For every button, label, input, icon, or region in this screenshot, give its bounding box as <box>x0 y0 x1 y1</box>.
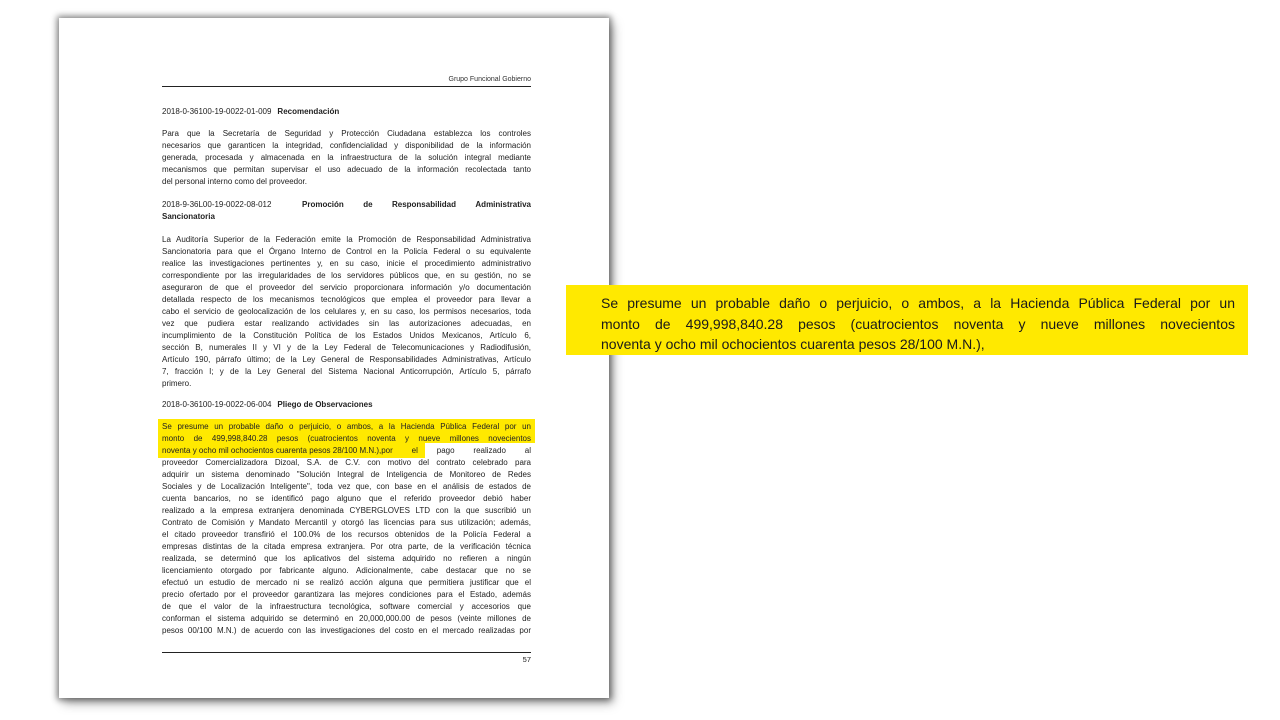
recomendacion-code: 2018-0-36100-19-0022-01-009 <box>162 107 272 116</box>
line-continuation: por el pago realizado al <box>381 446 531 455</box>
promocion-title-word: Responsabilidad <box>391 200 456 209</box>
paragraph-line: de que el valor de la infraestructura tecnológica, software comercial y accesorios que <box>162 602 531 611</box>
pliego-paragraph <box>162 421 531 637</box>
promocion-paragraph <box>162 234 531 390</box>
paragraph-line: generada, procesada y almacenada en la infraestructura de la solución integral mediante <box>162 153 531 162</box>
paragraph-line: el citado proveedor transfirió el 100.0% de los recursos obtenidos de la Policía Federal a <box>162 530 531 539</box>
paragraph-line: adquirir un sistema denominado "Solución Integral de Inteligencia de Monitoreo de Redes <box>162 470 531 479</box>
paragraph-line: pesos 00/100 M.N.) de acuerdo con las investigaciones del costo en el mercado realizadas por <box>162 626 531 635</box>
paragraph-line: realizada, se determinó que los aplicativos del sistema adquirido no refieren a ningún <box>162 554 531 563</box>
paragraph-line: sección B, numerales II y VI y de la Ley Federal de Telecomunicaciones y Radiodifusión, <box>162 343 531 352</box>
paragraph-line: cuenta bancarios, no se identificó pago alguno que el referido proveedor debió haber <box>162 494 531 503</box>
paragraph-line: Para que la Secretaría de Seguridad y Protección Ciudadana establezca los controles <box>162 129 531 138</box>
paragraph-line: La Auditoría Superior de la Federación emite la Promoción de Responsabilidad Administrativa <box>162 235 531 244</box>
callout-line: Se presume un probable daño o perjuicio, o ambos, a la Hacienda Pública Federal por un <box>601 295 1235 311</box>
paragraph-line: aseguraron de que el proveedor del servicio proporcionara información y/o documentación <box>162 283 531 292</box>
recomendacion-heading <box>162 106 531 118</box>
paragraph-line: primero. <box>162 379 192 388</box>
pliego-title: Pliego de Observaciones <box>277 400 373 409</box>
paragraph-line: 7, fracción I; y de la Ley General del Sistema Nacional Anticorrupción, Artículo 5, párrafo <box>162 367 531 376</box>
paragraph-line: Contrato de Comisión y Mandato Mercantil y otorgó las licencias para sus utilización; además, <box>162 518 531 527</box>
paragraph-line: correspondiente por las irregularidades de los servidores públicos que, en su gestión, no se <box>162 271 531 280</box>
promocion-title-word: Administrativa <box>475 200 531 209</box>
paragraph-line: efectuó un estudio de mercado ni se realizó acción alguna que permitiera justificar que el <box>162 578 531 587</box>
paragraph-line: Sociales y de Localización Inteligente", toda vez que, con base en el análisis de estados de <box>162 482 531 491</box>
promocion-title-cont: Sancionatoria <box>162 212 215 221</box>
paragraph-line: Artículo 190, párrafo último; de la Ley General de Responsabilidades Administrativas, Artículo <box>162 355 531 364</box>
paragraph-line: vez que pudiera estar realizando actividades sin las autorizaciones adecuadas, en <box>162 319 531 328</box>
recomendacion-title: Recomendación <box>277 107 340 116</box>
callout-text <box>601 293 1235 355</box>
promocion-title-word: Promoción <box>302 200 344 209</box>
highlighted-line: monto de 499,998,840.28 pesos (cuatrocientos noventa y nueve millones novecientos <box>162 434 531 443</box>
recomendacion-paragraph <box>162 128 531 188</box>
pliego-heading <box>162 399 531 411</box>
paragraph-line: realizado a la empresa extranjera denominada CYBERGLOVES LTD con la que suscribió un <box>162 506 531 515</box>
pliego-code: 2018-0-36100-19-0022-06-004 <box>162 400 272 409</box>
callout-line: noventa y ocho mil ochocientos cuarenta pesos 28/100 M.N.), <box>601 336 985 352</box>
paragraph-line: necesarios que garanticen la integridad, confidencialidad y disponibilidad de la información <box>162 141 531 150</box>
paragraph-line: del personal interno como del proveedor. <box>162 177 307 186</box>
paragraph-line: detallada respecto de los mecanismos tecnológicos que emplea el proveedor para llevar a <box>162 295 531 304</box>
paragraph-line: precio ofertado por el proveedor garantizara las mejores condiciones para el Estado, además <box>162 590 531 599</box>
paragraph-line: cabo el servicio de geolocalización de los celulares y, en su caso, los permisos necesarios, toda <box>162 307 531 316</box>
page-header: Grupo Funcional Gobierno <box>448 76 531 83</box>
promocion-title-word: de <box>363 200 373 209</box>
paragraph-line: Sancionatoria para que el Órgano Interno de Control en la Policía Federal o su equivalente <box>162 247 531 256</box>
page-number: 57 <box>522 655 531 664</box>
footer-rule <box>162 652 531 653</box>
paragraph-line: empresas distintas de la citada empresa extranjera. Por otra parte, de la verificación técnica <box>162 542 531 551</box>
document-page <box>59 18 609 698</box>
promocion-code: 2018-9-36L00-19-0022-08-012 <box>162 200 272 209</box>
highlighted-line: Se presume un probable daño o perjuicio, o ambos, a la Hacienda Pública Federal por un <box>162 422 531 431</box>
callout-line: monto de 499,998,840.28 pesos (cuatrocientos noventa y nueve millones novecientos <box>601 315 1235 332</box>
mixed-line <box>162 445 531 457</box>
highlight-callout <box>566 285 1248 355</box>
paragraph-line: mecanismos que permitan supervisar el uso adecuado de la información recolectada tanto <box>162 165 531 174</box>
paragraph-line: conforman el sistema adquirido se determinó en 20,000,000.00 de pesos (veinte millones de <box>162 614 531 623</box>
paragraph-line: incumplimiento de la Constitución Política de los Estados Unidos Mexicanos, Artículo 6, <box>162 331 531 340</box>
paragraph-line: realice las investigaciones pertinentes y, en su caso, inicie el procedimiento administrativo <box>162 259 531 268</box>
paragraph-line: licenciamiento otorgado por fabricante alguno. Adicionalmente, cabe destacar que no se <box>162 566 531 575</box>
paragraph-line: proveedor Comercializadora Dizoal, S.A. de C.V. con motivo del contrato celebrado para <box>162 458 531 467</box>
header-rule <box>162 86 531 87</box>
promocion-heading <box>162 199 531 223</box>
highlighted-text: noventa y ocho mil ochocientos cuarenta pesos 28/100 M.N.), <box>162 446 382 455</box>
